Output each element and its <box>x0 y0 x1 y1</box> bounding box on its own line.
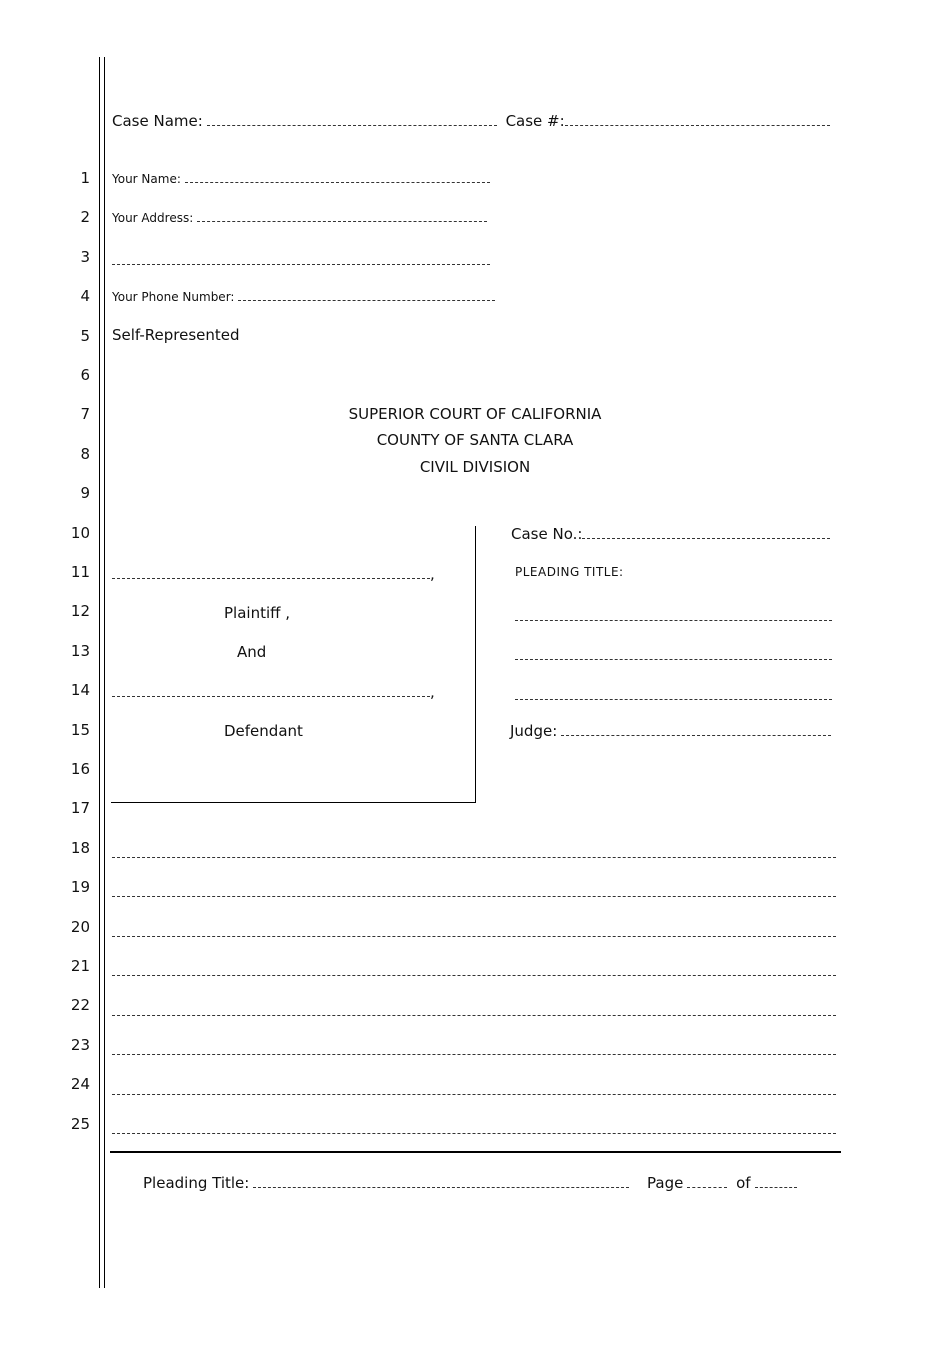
court-county: COUNTY OF SANTA CLARA <box>376 431 574 449</box>
footer-page-row <box>647 1174 797 1192</box>
line-number: 1 <box>80 169 90 187</box>
line-number: 14 <box>70 681 90 699</box>
line-number: 13 <box>70 642 90 660</box>
judge-label: Judge: <box>510 722 558 740</box>
line-number: 5 <box>80 327 90 345</box>
line-number: 24 <box>70 1075 90 1093</box>
footer-of-label: of <box>736 1174 751 1192</box>
line-number: 9 <box>80 484 90 502</box>
footer-rule <box>110 1151 841 1153</box>
plaintiff-label: Plaintiff , <box>224 604 290 622</box>
body-line-18[interactable] <box>112 857 836 858</box>
self-represented: Self-Represented <box>112 326 240 344</box>
case-name-label: Case Name: <box>112 112 203 130</box>
footer-of-field[interactable] <box>755 1187 797 1188</box>
body-line-24[interactable] <box>112 1094 836 1095</box>
line-number: 4 <box>80 287 90 305</box>
case-no-field[interactable] <box>582 538 830 539</box>
body-line-21[interactable] <box>112 975 836 976</box>
footer-pleading-title-label: Pleading Title: <box>143 1174 250 1192</box>
line-number: 17 <box>70 799 90 817</box>
judge-row <box>510 722 831 740</box>
line-number: 19 <box>70 878 90 896</box>
your-phone-field[interactable] <box>238 300 495 301</box>
case-no-label: Case No.: <box>511 525 583 543</box>
body-line-23[interactable] <box>112 1054 836 1055</box>
defendant-name-field[interactable] <box>112 696 430 697</box>
body-line-19[interactable] <box>112 896 836 897</box>
line-number: 12 <box>70 602 90 620</box>
case-name-row <box>112 112 830 130</box>
your-address-field[interactable] <box>197 221 487 222</box>
plaintiff-comma: , <box>430 565 435 583</box>
footer-pleading-title-field[interactable] <box>253 1187 629 1188</box>
defendant-comma: , <box>430 683 435 701</box>
line-number: 15 <box>70 721 90 739</box>
body-line-22[interactable] <box>112 1015 836 1016</box>
caption-box-right-border <box>475 526 476 803</box>
line-number: 18 <box>70 839 90 857</box>
case-number-label: Case #: <box>505 112 565 130</box>
margin-rule-left <box>99 57 100 1288</box>
caption-box-bottom-border <box>111 802 476 803</box>
body-line-25[interactable] <box>112 1133 836 1134</box>
pleading-title-field-3[interactable] <box>515 699 832 700</box>
footer-page-label: Page <box>647 1174 684 1192</box>
line-number: 11 <box>70 563 90 581</box>
margin-rule-right <box>104 57 105 1288</box>
line-number: 22 <box>70 996 90 1014</box>
footer-page-field[interactable] <box>687 1187 727 1188</box>
case-no-row <box>511 525 830 543</box>
line-number: 6 <box>80 366 90 384</box>
your-name-label: Your Name: <box>112 172 181 186</box>
case-name-field[interactable] <box>207 125 497 126</box>
court-division: CIVIL DIVISION <box>419 458 531 476</box>
line-number: 25 <box>70 1115 90 1133</box>
case-number-field[interactable] <box>565 125 830 126</box>
line-number: 16 <box>70 760 90 778</box>
line-number: 7 <box>80 405 90 423</box>
footer-pleading-title-row <box>143 1174 629 1192</box>
your-phone-row <box>112 290 495 304</box>
defendant-label: Defendant <box>224 722 303 740</box>
address-line-2-field[interactable] <box>112 264 490 265</box>
your-name-row <box>112 172 490 186</box>
pleading-title-label: PLEADING TITLE: <box>515 565 624 579</box>
your-address-label: Your Address: <box>112 211 194 225</box>
line-number: 2 <box>80 208 90 226</box>
judge-field[interactable] <box>561 735 831 736</box>
line-number: 3 <box>80 248 90 266</box>
and-label: And <box>237 643 267 661</box>
line-number: 10 <box>70 524 90 542</box>
body-line-20[interactable] <box>112 936 836 937</box>
your-phone-label: Your Phone Number: <box>112 290 235 304</box>
your-name-field[interactable] <box>185 182 490 183</box>
pleading-title-field-1[interactable] <box>515 620 832 621</box>
line-number: 21 <box>70 957 90 975</box>
court-name: SUPERIOR COURT OF CALIFORNIA <box>348 405 602 423</box>
plaintiff-name-row <box>112 565 435 583</box>
your-address-row <box>112 211 487 225</box>
line-number: 23 <box>70 1036 90 1054</box>
line-number: 20 <box>70 918 90 936</box>
line-number: 8 <box>80 445 90 463</box>
plaintiff-name-field[interactable] <box>112 578 430 579</box>
defendant-name-row <box>112 683 435 701</box>
pleading-title-field-2[interactable] <box>515 659 832 660</box>
